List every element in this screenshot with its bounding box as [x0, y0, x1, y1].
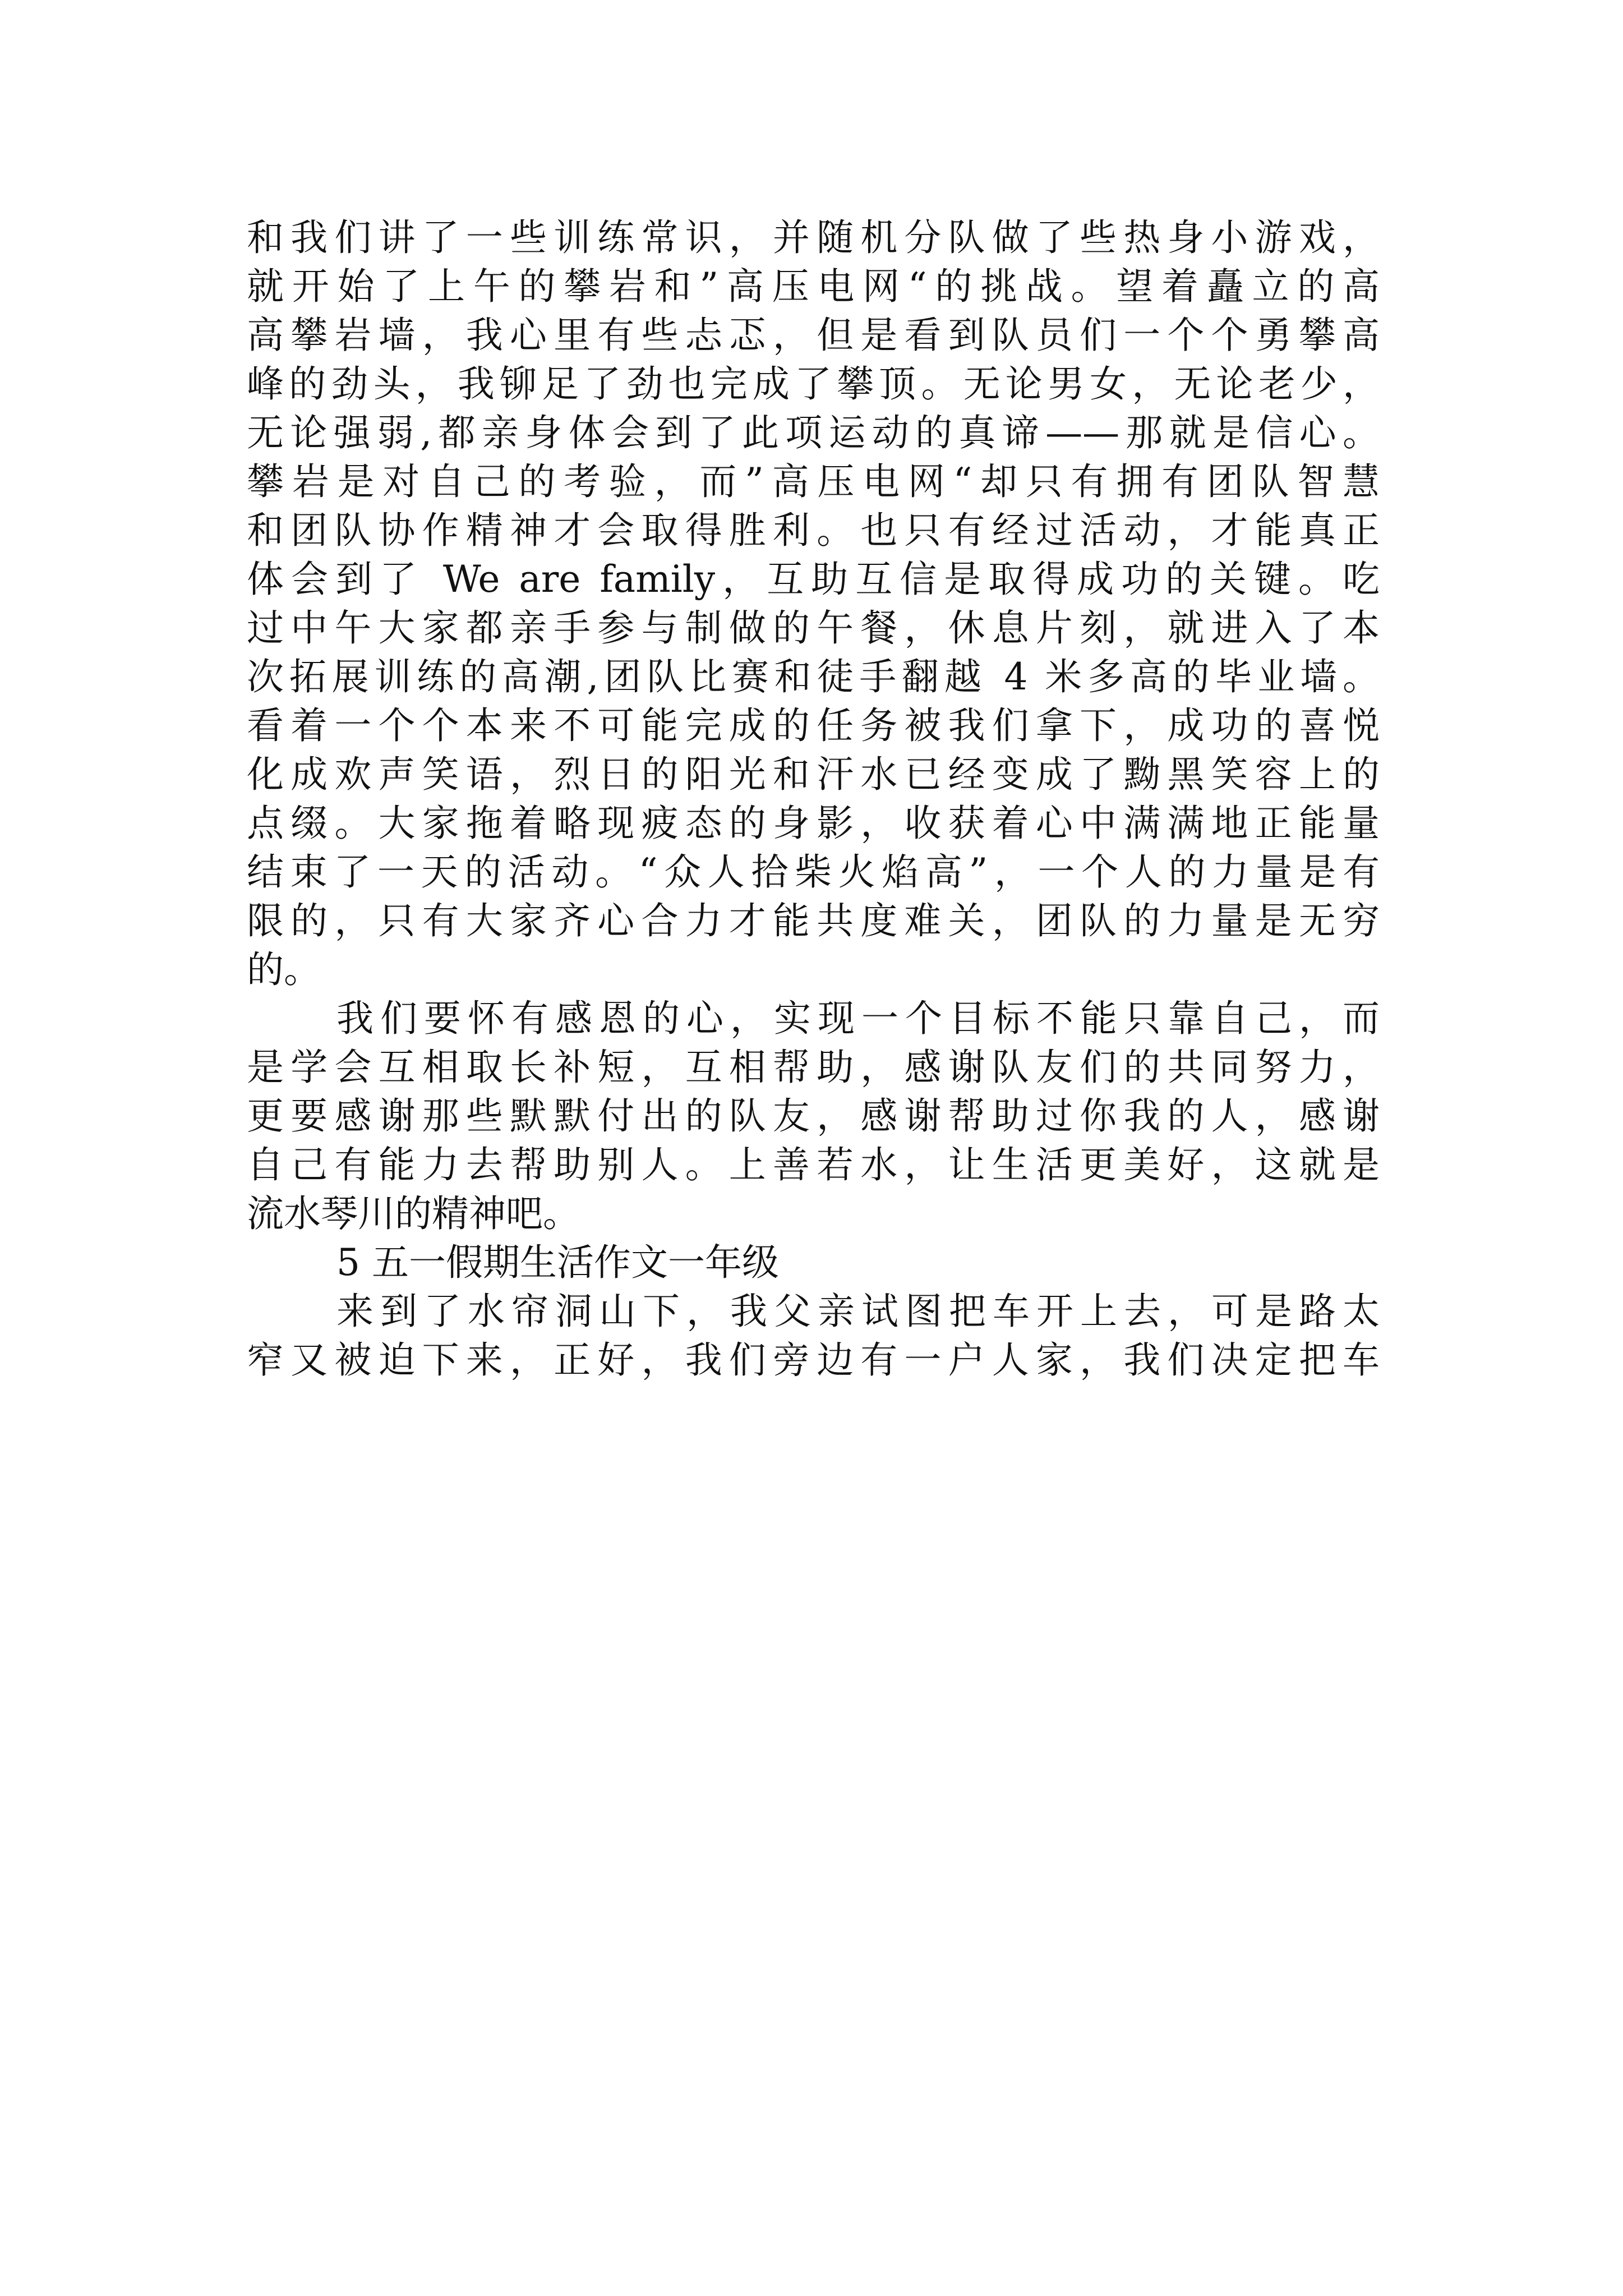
paragraph-line: 无论强弱,都亲身体会到了此项运动的真谛——那就是信心。: [247, 411, 1380, 454]
section-heading: 5 五一假期生活作文一年级: [336, 1241, 779, 1284]
document-body: [247, 213, 1380, 1384]
paragraph-line: 是学会互相取长补短，互相帮助，感谢队友们的共同努力，: [247, 1046, 1380, 1089]
paragraph-line: 和我们讲了一些训练常识，并随机分队做了些热身小游戏，: [247, 216, 1380, 259]
paragraph-line: 流水琴川的精神吧。: [247, 1192, 580, 1235]
paragraph-2: [247, 994, 1380, 1238]
paragraph-line: 结束了一天的活动。“众人拾柴火焰高”，一个人的力量是有: [247, 850, 1380, 894]
paragraph-line: 高攀岩墙，我心里有些忐忑，但是看到队员们一个个勇攀高: [247, 314, 1380, 357]
paragraph-line: 体会到了 We are family，互助互信是取得成功的关键。吃: [247, 558, 1380, 601]
paragraph-line: 限的，只有大家齐心合力才能共度难关，团队的力量是无穷: [247, 899, 1380, 942]
paragraph-line: 自己有能力去帮助别人。上善若水，让生活更美好，这就是: [247, 1143, 1380, 1186]
paragraph-line: 和团队协作精神才会取得胜利。也只有经过活动，才能真正: [247, 509, 1380, 552]
paragraph-line: 我们要怀有感恩的心，实现一个目标不能只靠自己，而: [336, 997, 1380, 1040]
paragraph-line: 化成欢声笑语，烈日的阳光和汗水已经变成了黝黑笑容上的: [247, 753, 1380, 796]
paragraph-line: 过中午大家都亲手参与制做的午餐，休息片刻，就进入了本: [247, 606, 1380, 650]
paragraph-line: 的。: [247, 948, 321, 991]
paragraph-line: 窄又被迫下来，正好，我们旁边有一户人家，我们决定把车: [247, 1338, 1380, 1382]
paragraph-line: 峰的劲头，我铆足了劲也完成了攀顶。无论男女，无论老少，: [247, 362, 1380, 406]
paragraph-3: [247, 1287, 1380, 1384]
paragraph-line: 看着一个个本来不可能完成的任务被我们拿下，成功的喜悦: [247, 704, 1380, 747]
paragraph-line: 更要感谢那些默默付出的队友，感谢帮助过你我的人，感谢: [247, 1094, 1380, 1138]
paragraph-line: 来到了水帘洞山下，我父亲试图把车开上去，可是路太: [336, 1290, 1380, 1333]
paragraph-line: 攀岩是对自己的考验，而”高压电网“却只有拥有团队智慧: [247, 460, 1380, 503]
paragraph-line: 次拓展训练的高潮,团队比赛和徒手翻越 4 米多高的毕业墙。: [247, 655, 1380, 698]
paragraph-line: 点缀。大家拖着略现疲态的身影，收获着心中满满地正能量: [247, 802, 1380, 845]
paragraph-1: [247, 213, 1380, 994]
paragraph-line: 就开始了上午的攀岩和”高压电网“的挑战。望着矗立的高: [247, 265, 1380, 308]
